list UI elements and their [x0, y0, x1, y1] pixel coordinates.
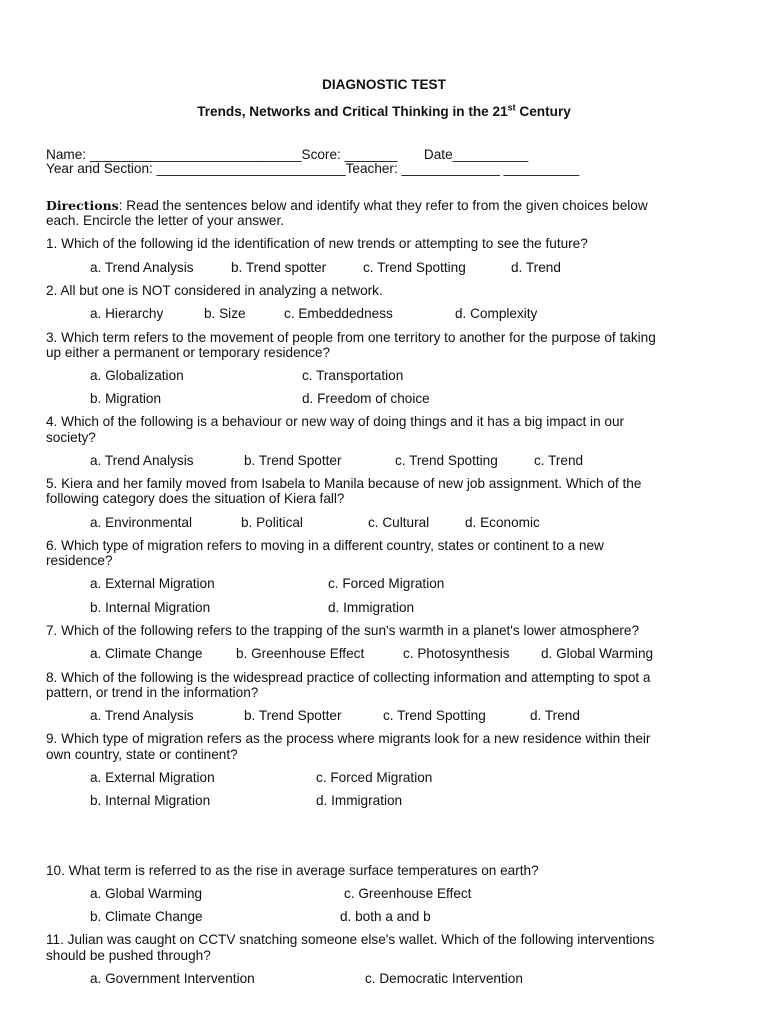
- option-9d: d. Immigration: [316, 793, 403, 808]
- question-2: 2. All but one is NOT considered in analyzing a network.: [46, 283, 383, 298]
- option-6d: d. Immigration: [328, 600, 415, 615]
- option-5b: b. Political: [241, 515, 303, 530]
- subtitle-text-end: Century: [515, 104, 571, 119]
- option-4d: c. Trend: [534, 453, 584, 468]
- question-5: 5. Kiera and her family moved from Isabela to Manila because of new job assignment. Which of the: [46, 476, 642, 491]
- option-11a: a. Government Intervention: [90, 971, 255, 986]
- question-7: 7. Which of the following refers to the trapping of the sun's warmth in a planet's lower atmosphere?: [46, 623, 640, 638]
- option-9a: a. External Migration: [90, 770, 215, 785]
- option-7c: c. Photosynthesis: [403, 646, 510, 661]
- question-10: 10. What term is referred to as the rise in average surface temperatures on earth?: [46, 863, 539, 878]
- option-4a: a. Trend Analysis: [90, 453, 194, 468]
- option-8c: c. Trend Spotting: [383, 708, 486, 723]
- subtitle-text: Trends, Networks and Critical Thinking in the 21: [197, 104, 508, 119]
- question-6: 6. Which type of migration refers to moving in a different country, states or continent to a new: [46, 538, 604, 553]
- option-6a: a. External Migration: [90, 576, 215, 591]
- option-5c: c. Cultural: [368, 515, 430, 530]
- option-8d: d. Trend: [530, 708, 580, 723]
- option-5a: a. Environmental: [90, 515, 193, 530]
- name-score-date-line: Name: ____________________________Score: _______ Date__________: [46, 147, 529, 162]
- option-1d: d. Trend: [511, 260, 561, 275]
- option-2b: b. Size: [204, 306, 246, 321]
- option-3c: c. Transportation: [302, 368, 404, 383]
- question-8-line2: pattern, or trend in the information?: [46, 685, 259, 700]
- directions-label: Directions: [46, 198, 119, 213]
- option-7b: b. Greenhouse Effect: [236, 646, 365, 661]
- option-4b: b. Trend Spotter: [244, 453, 342, 468]
- option-1b: b. Trend spotter: [231, 260, 327, 275]
- option-1c: c. Trend Spotting: [363, 260, 466, 275]
- option-3d: d. Freedom of choice: [302, 391, 430, 406]
- option-5d: d. Economic: [465, 515, 540, 530]
- option-6c: c. Forced Migration: [328, 576, 445, 591]
- question-8: 8. Which of the following is the widespread practice of collecting information and attempting to spot a: [46, 670, 651, 685]
- option-6b: b. Internal Migration: [90, 600, 211, 615]
- year-section-teacher-line: Year and Section: _________________________Teacher: _____________ __________: [46, 161, 580, 176]
- subtitle-superscript: st: [507, 102, 516, 113]
- question-4: 4. Which of the following is a behaviour or new way of doing things and it has a big impact in our: [46, 414, 625, 429]
- option-3b: b. Migration: [90, 391, 162, 406]
- option-2c: c. Embeddedness: [284, 306, 393, 321]
- option-7a: a. Climate Change: [90, 646, 203, 661]
- option-2a: a. Hierarchy: [90, 306, 164, 321]
- option-10b: b. Climate Change: [90, 909, 203, 924]
- option-9c: c. Forced Migration: [316, 770, 433, 785]
- question-3-line2: up either a permanent or temporary residence?: [46, 345, 331, 360]
- question-1: 1. Which of the following id the identification of new trends or attempting to see the future?: [46, 236, 588, 251]
- option-1a: a. Trend Analysis: [90, 260, 194, 275]
- question-11: 11. Julian was caught on CCTV snatching someone else's wallet. Which of the following interventions: [46, 932, 655, 947]
- directions-text: : Read the sentences below and identify what they refer to from the given choices below: [118, 198, 648, 213]
- option-3a: a. Globalization: [90, 368, 184, 383]
- question-9-line2: own country, state or continent?: [46, 747, 238, 762]
- page-title: DIAGNOSTIC TEST: [322, 77, 446, 92]
- option-8b: b. Trend Spotter: [244, 708, 342, 723]
- question-5-line2: following category does the situation of Kiera fall?: [46, 491, 345, 506]
- option-2d: d. Complexity: [455, 306, 538, 321]
- directions: [46, 198, 648, 214]
- directions-text-line2: each. Encircle the letter of your answer.: [46, 213, 285, 228]
- option-4c: c. Trend Spotting: [395, 453, 498, 468]
- option-7d: d. Global Warming: [541, 646, 654, 661]
- option-11c: c. Democratic Intervention: [365, 971, 523, 986]
- option-10a: a. Global Warming: [90, 886, 203, 901]
- option-8a: a. Trend Analysis: [90, 708, 194, 723]
- option-9b: b. Internal Migration: [90, 793, 211, 808]
- page-subtitle: [0, 104, 768, 120]
- question-11-line2: should be pushed through?: [46, 948, 211, 963]
- option-10d: d. both a and b: [340, 909, 431, 924]
- question-3: 3. Which term refers to the movement of people from one territory to another for the purpose of taking: [46, 330, 656, 345]
- option-10c: c. Greenhouse Effect: [344, 886, 472, 901]
- question-6-line2: residence?: [46, 553, 113, 568]
- question-9: 9. Which type of migration refers as the process where migrants look for a new residence within their: [46, 731, 651, 746]
- question-4-line2: society?: [46, 430, 96, 445]
